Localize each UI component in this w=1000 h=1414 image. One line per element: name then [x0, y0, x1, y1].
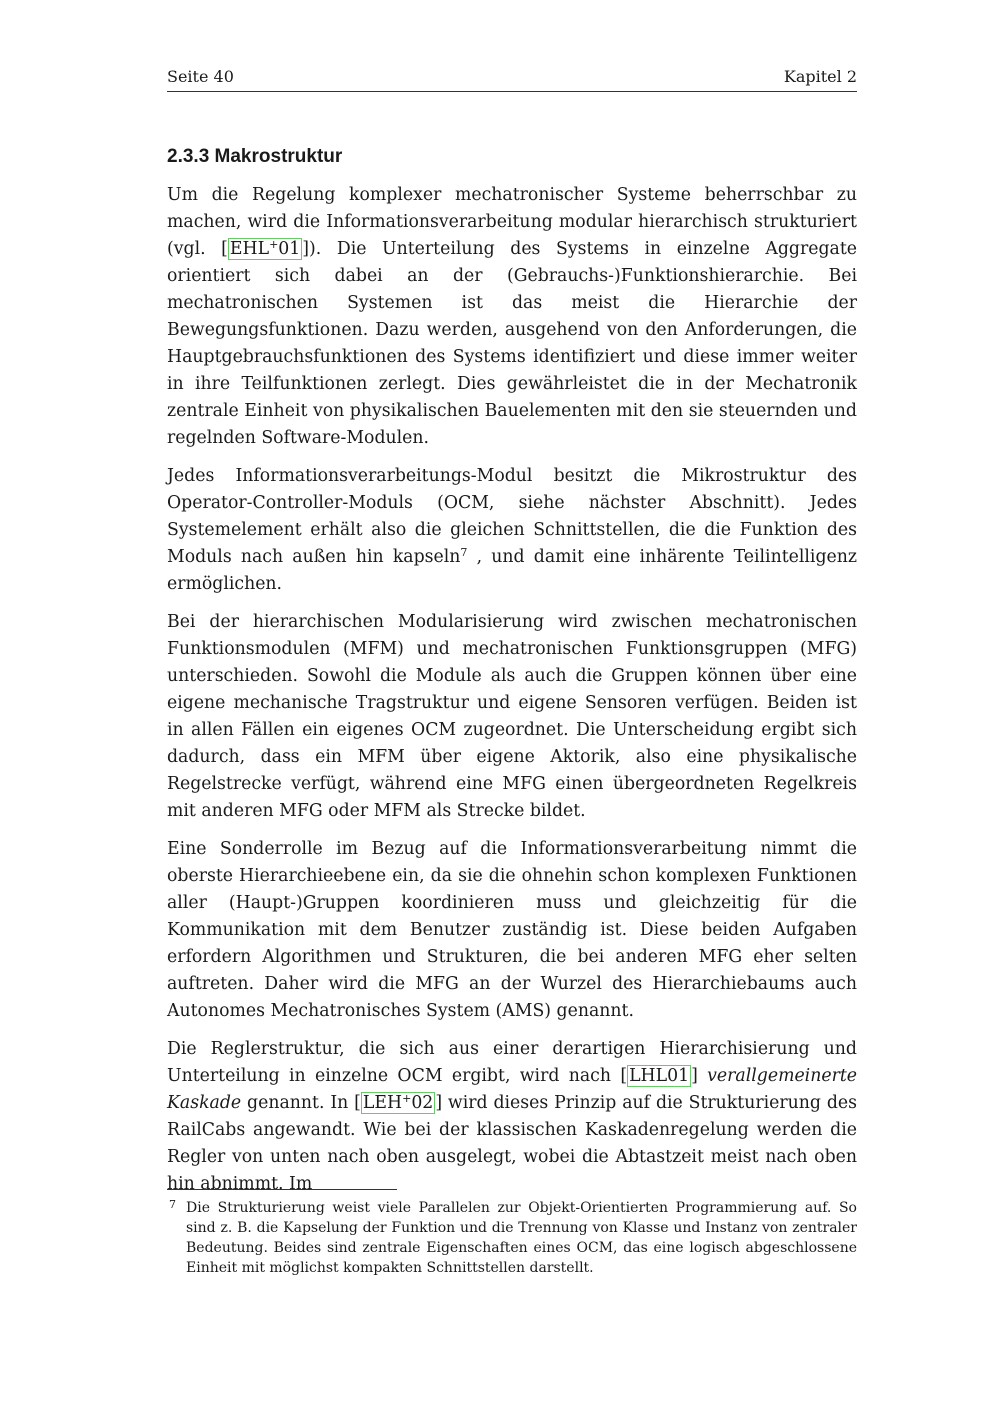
paragraph-1-text-a: Um die Regelung komplexer mechatronischer Systeme beherrschbar zu machen, wird die Informationsverarbeitung modular hierarchisch strukturiert (vgl. [ [167, 185, 857, 259]
citation-ehl01[interactable] [228, 238, 302, 260]
body-text [167, 182, 857, 1209]
paragraph-1-text-b: ]). Die Unterteilung des Systems in einzelne Aggregate orientiert sich dabei an der (Gebrauchs-)Funktionshierarchie. Bei mechatronischen Systemen ist das meist die Hierarchie der Bewegungsfunktionen. Dazu werden, ausgehend von den Anforderungen, die Hauptgebrauchsfunktionen des Systems identifiziert und diese immer weiter in ihre Teilfunktionen zerlegt. Dies gewährleistet die in der Mechatronik zentrale Einheit von physikalischen Bauelementen mit den sie steuernden und regelnden Software-Modulen. [167, 239, 857, 448]
running-header [167, 67, 857, 92]
paragraph-5-text-c: genannt. In [ [241, 1093, 361, 1113]
paragraph-5-text-a: Die Reglerstruktur, die sich aus einer derartigen Hierarchisierung und Unterteilung in einzelne OCM ergibt, wird nach [ [167, 1039, 857, 1086]
citation-leh02-label: LEH [362, 1093, 403, 1113]
paragraph-2 [167, 463, 857, 598]
paragraph-1 [167, 182, 857, 452]
paragraph-5 [167, 1036, 857, 1198]
footnote-7 [167, 1198, 857, 1278]
citation-ehl01-label: EHL [229, 239, 270, 259]
citation-leh02-year: 02 [411, 1093, 434, 1113]
citation-ehl01-year: 01 [278, 239, 301, 259]
footnote-rule [167, 1189, 397, 1190]
footnote-text: Die Strukturierung weist viele Parallelen zur Objekt-Orientierten Programmierung auf. So sind z. B. die Kapselung der Funktion und die Trennung von Klasse und Instanz von zentraler Bedeutung. Beides sind zentrale Eigenschaften eines OCM, das eine logisch abgeschlossene Einheit mit möglichst kompakten Schnittstellen darstellt. [186, 1200, 857, 1276]
paragraph-4: Eine Sonderrolle im Bezug auf die Informationsverarbeitung nimmt die oberste Hierarchieebene ein, da sie die ohnehin schon komplexen Funktionen aller (Haupt-)Gruppen koordinieren muss und gleichzeitig für die Kommunikation mit dem Benutzer zuständig ist. Diese beiden Aufgaben erfordern Algorithmen und Strukturen, die bei anderen MFG eher selten auftreten. Daher wird die MFG an der Wurzel des Hierarchiebaums auch Autonomes Mechatronisches System (AMS) genannt. [167, 839, 857, 1021]
emphasis-term: verallgemeinerte Kaskade [167, 1066, 857, 1113]
paragraph-2-text-a: Jedes Informationsverarbeitungs-Modul besitzt die Mikrostruktur des Operator-Controller-Moduls (OCM, siehe nächster Abschnitt). Jedes Systemelement erhält also die gleichen Schnittstellen, die die Funktion des Moduls nach außen hin kapseln [167, 466, 857, 567]
chapter-label: Kapitel 2 [783, 67, 857, 86]
paragraph-2-text-b: , und damit eine inhärente Teilintelligenz ermöglichen. [167, 547, 857, 594]
citation-leh02-sup: + [402, 1092, 412, 1105]
paragraph-5-text-b: ] [691, 1066, 708, 1086]
paragraph-3: Bei der hierarchischen Modularisierung wird zwischen mechatronischen Funktionsmodulen (MFM) und mechatronischen Funktionsgruppen (MFG) unterschieden. Sowohl die Module als auch die Gruppen können über eine eigene mechanische Tragstruktur und eigene Sensoren verfügen. Beiden ist in allen Fällen ein eigenes OCM zugeordnet. Die Unterscheidung ergibt sich dadurch, dass ein MFM über eigene Aktorik, also eine physikalische Regelstrecke verfügt, während eine MFG einen übergeordneten Regelkreis mit anderen MFG oder MFM als Strecke bildet. [167, 612, 857, 821]
page-number: Seite 40 [167, 67, 234, 86]
citation-ehl01-sup: + [269, 238, 279, 251]
footnote-ref-7[interactable]: 7 [460, 546, 468, 559]
citation-lhl01[interactable]: LHL01 [629, 1066, 690, 1086]
footnote-mark: 7 [169, 1198, 176, 1211]
paragraph-5-text-d: ] wird dieses Prinzip auf die Strukturierung des RailCabs angewandt. Wie bei der klassischen Kaskadenregelung werden die Regler von unten nach oben ausgelegt, wobei die Abtastzeit meist nach oben hin abnimmt. Im [167, 1093, 857, 1194]
section-title: 2.3.3 Makrostruktur [167, 146, 343, 167]
citation-leh02[interactable] [361, 1092, 435, 1114]
